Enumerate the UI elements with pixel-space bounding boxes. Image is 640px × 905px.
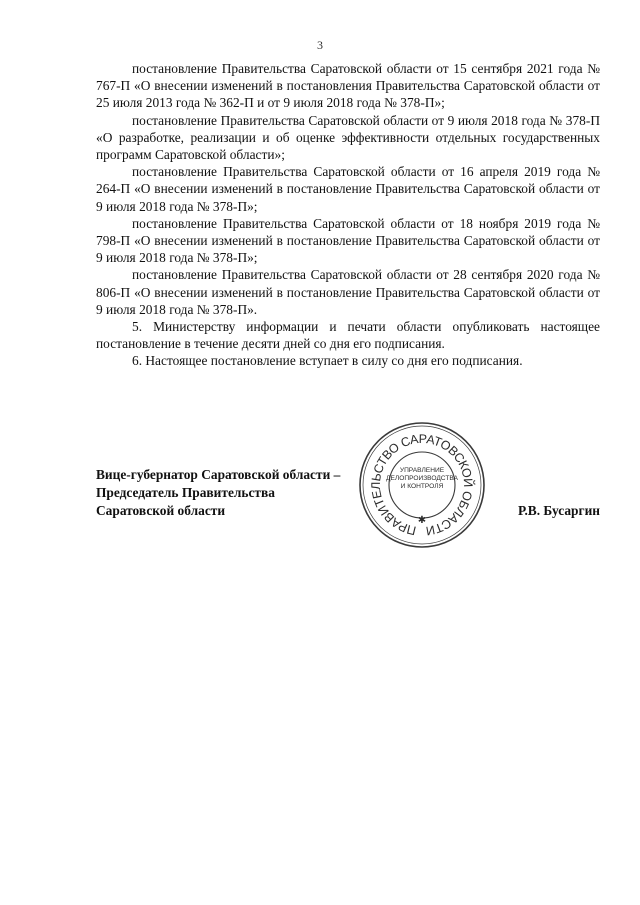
signature-block — [96, 466, 600, 526]
paragraph-2: постановление Правительства Саратовской области от 9 июля 2018 года № 378-П «О разработке, реализации и об оценке эффективности отдельных государственных программ Саратовской области»; — [96, 112, 600, 163]
stamp-center-text: УПРАВЛЕНИЕ ДЕЛОПРОИЗВОДСТВА И КОНТРОЛЯ — [386, 467, 458, 490]
page-number: 3 — [317, 38, 323, 52]
body-text — [96, 60, 600, 370]
stamp-circular-text: ПРАВИТЕЛЬСТВО САРАТОВСКОЙ ОБЛАСТИ — [368, 431, 476, 538]
paragraph-6: 5. Министерству информации и печати области опубликовать настоящее постановление в течение десяти дней со дня его подписания. — [96, 319, 600, 352]
signer-name: Р.В. Бусаргин — [517, 503, 600, 518]
paragraph-5: постановление Правительства Саратовской области от 28 сентября 2020 года № 806-П «О внесении изменений в постановление Правительства Саратовской области от 9 июля 2018 года № 378-П». — [96, 267, 600, 317]
paragraph-7: 6. Настоящее постановление вступает в силу со дня его подписания. — [132, 353, 523, 369]
paragraph-4: постановление Правительства Саратовской области от 18 ноября 2019 года № 798-П «О внесении изменений в постановление Правительства Саратовской области от 9 июля 2018 года № 378-П»; — [96, 215, 600, 266]
star-icon: ✱ — [417, 515, 427, 526]
paragraph-3: постановление Правительства Саратовской области от 16 апреля 2019 года № 264-П «О внесении изменений в постановление Правительства Саратовской области от 9 июля 2018 года № 378-П»; — [96, 164, 600, 214]
signer-position: Вице-губернатор Саратовской области – Председатель Правительства Саратовской области — [96, 467, 341, 518]
paragraph-1: постановление Правительства Саратовской области от 15 сентября 2021 года № 767-П «О внесении изменений в постановления Правительства Саратовской области от 25 июля 2013 года № 362-П и от 9 июля 2018 года № 378-П»; — [96, 61, 600, 111]
